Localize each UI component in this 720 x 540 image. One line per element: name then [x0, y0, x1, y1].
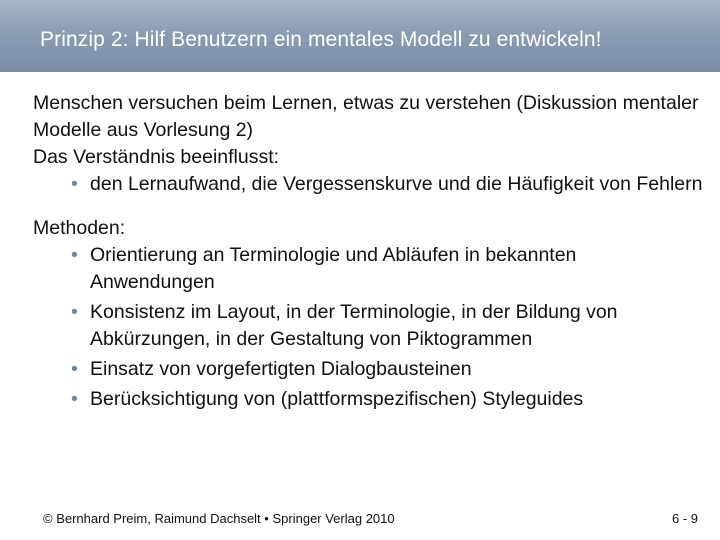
page-number: 6 - 9	[671, 511, 698, 526]
intro-text: Menschen versuchen beim Lernen, etwas zu verstehen (Diskussion mentaler Modelle aus Vorlesung 2)	[33, 92, 699, 141]
list-item-text: Konsistenz im Layout, in der Terminologie, in der Bildung von Abkürzungen, in der Gestaltung von Piktogrammen	[90, 301, 618, 350]
list-item	[33, 299, 703, 353]
understanding-list	[33, 171, 703, 198]
footer-credit	[43, 511, 395, 526]
understanding-heading: Das Verständnis beeinflusst:	[33, 146, 280, 168]
bullet-icon: •	[71, 301, 78, 323]
list-item-text: Orientierung an Terminologie und Abläufen in bekannten Anwendungen	[90, 244, 577, 293]
bullet-icon: •	[71, 358, 78, 380]
list-item	[33, 386, 703, 413]
list-item	[33, 171, 703, 198]
list-item	[33, 356, 703, 383]
list-item	[33, 242, 703, 296]
bullet-icon: •	[71, 244, 78, 266]
footer-publisher: Springer Verlag 2010	[272, 511, 395, 526]
slide-content	[33, 90, 703, 416]
bullet-icon: •	[71, 173, 78, 195]
footer-authors: © Bernhard Preim, Raimund Dachselt	[43, 511, 261, 526]
list-item-text: den Lernaufwand, die Vergessenskurve und die Häufigkeit von Fehlern	[90, 173, 703, 195]
bullet-icon: •	[71, 388, 78, 410]
spacer	[33, 201, 703, 215]
list-item-text: Berücksichtigung von (plattformspezifischen) Styleguides	[90, 388, 584, 410]
slide-title: Prinzip 2: Hilf Benutzern ein mentales Modell zu entwickeln!	[40, 28, 602, 51]
methods-list	[33, 242, 703, 413]
title-bar	[0, 0, 720, 72]
list-item-text: Einsatz von vorgefertigten Dialogbausteinen	[90, 358, 472, 380]
footer-separator-icon: •	[264, 511, 269, 526]
methods-heading: Methoden:	[33, 217, 126, 239]
